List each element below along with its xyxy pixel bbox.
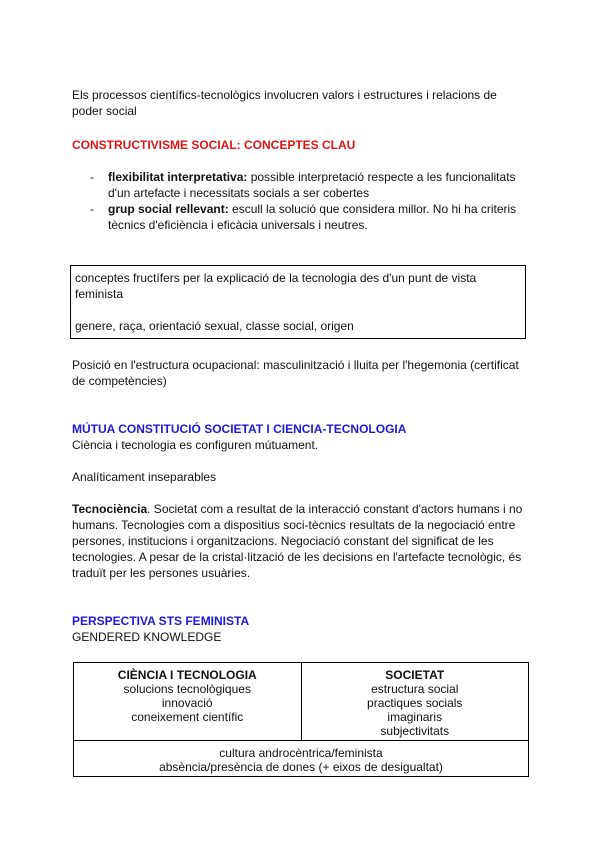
list-item-term: grup social rellevant: <box>108 202 229 216</box>
culture-cell <box>74 741 529 777</box>
technoscience-paragraph <box>72 501 530 581</box>
sts-table <box>73 662 529 777</box>
science-technology-cell <box>74 663 302 741</box>
cell-line: cultura androcèntrica/feminista <box>219 746 383 760</box>
list-item-text: possible interpretació respecte a les funcionalitats d'un artefacte i necessitats socials a ser cobertes <box>108 170 516 200</box>
mutual-line: Ciència i tecnologia es configuren mútuament. <box>72 438 319 452</box>
science-technology-title: CIÈNCIA I TECNOLOGIA <box>117 668 257 682</box>
technoscience-term: Tecnociència <box>72 502 148 516</box>
cell-line: subjectivitats <box>380 724 450 738</box>
list-item-text: escull la solució que considera millor. No hi ha criteris tècnics d'eficiència i eficàcia universals i neutres. <box>108 202 517 232</box>
society-cell <box>301 663 529 741</box>
list-dash: - <box>90 202 94 216</box>
inseparable-line: Analíticament inseparables <box>72 470 217 484</box>
society-title: SOCIETAT <box>385 668 445 682</box>
mutual-heading: MÚTUA CONSTITUCIÓ SOCIETAT I CIENCIA-TECNOLOGIA <box>72 422 407 436</box>
list-item <box>72 201 530 233</box>
list-item-term: flexibilitat interpretativa: <box>108 170 248 184</box>
cell-line: absència/presència de dones (+ eixos de desigualtat) <box>159 760 443 774</box>
cell-line: coneixement científic <box>131 710 244 724</box>
document-page <box>72 87 530 777</box>
cell-line: imaginaris <box>387 710 443 724</box>
cell-line: practiques socials <box>367 696 463 710</box>
concepts-list <box>72 169 530 233</box>
feminist-concepts-box <box>70 265 526 339</box>
box-line-concepts: conceptes fructífers per la explicació de la tecnologia des d'un punt de vista feminista <box>75 271 477 301</box>
gendered-knowledge-subheading: GENDERED KNOWLEDGE <box>72 630 222 644</box>
feminist-heading: PERSPECTIVA STS FEMINISTA <box>72 614 250 628</box>
position-paragraph: Posició en l'estructura ocupacional: masculinització i lluita per l'hegemonia (certificat de competències) <box>72 358 519 388</box>
box-line-axes: genere, raça, orientació sexual, classe social, origen <box>75 319 354 333</box>
cell-line: estructura social <box>371 682 459 696</box>
technoscience-text: . Societat com a resultat de la interacció constant d'actors humans i no humans. Tecnologies com a dispositius soci-tècnics resultats de la negociació entre persones, institucions i organitzacions. Negociació constant del significat de les tecnologies. A pesar de la cristal·lització de les decisions en l'artefacte tecnològic, és traduït per les persones usuàries. <box>72 502 523 580</box>
cell-line: innovació <box>161 696 213 710</box>
intro-paragraph: Els processos científics-tecnològics involucren valors i estructures i relacions de poder social <box>72 88 497 118</box>
list-dash: - <box>90 170 94 184</box>
constructivism-heading: CONSTRUCTIVISME SOCIAL: CONCEPTES CLAU <box>72 138 356 152</box>
list-item <box>72 169 530 201</box>
cell-line: solucions tecnològiques <box>123 682 251 696</box>
